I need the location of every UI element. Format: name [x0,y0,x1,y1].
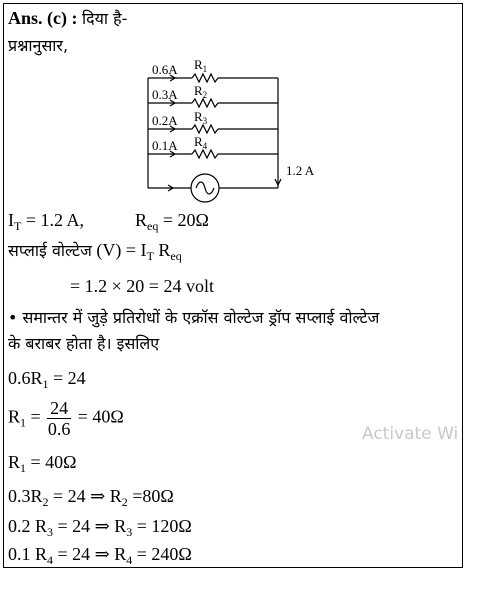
resistor-label-2: $R_2$ [194,83,208,100]
current-label-1: 0.6A [152,62,178,77]
intro-text: प्रश्नानुसार, [8,36,69,55]
current-label-3: 0.2A [152,113,178,128]
resistor-label-3: $R_3$ [194,109,208,126]
supply-voltage-label: सप्लाई वोल्टेज [8,241,92,260]
equation-2: $R_1$ = $\frac{24}{0.6}$ = 40Ω [8,398,124,439]
answer-heading [8,8,127,29]
equation-5: 0.2 $R_3 = 24$ ⇒ $R_3 = 120\Omega$ [8,516,192,539]
given-values: $I_T = 1.2$ A, $R_{eq} = 20\Omega$ [8,210,209,233]
answer-label: Ans. (c) : [8,8,78,28]
total-current-label: 1.2 A [286,163,315,178]
explanation-line-2: के बराबर होता है। इसलिए [8,334,160,353]
current-label-2: 0.3A [152,87,178,102]
supply-voltage-line: सप्लाई वोल्टेज $(V) = I_T$ $R_{eq}$ [8,240,182,263]
explanation-line-1: • समान्तर में जुड़े प्रतिरोधों के एक्रॉस वोल्टेज ड्रॉप सप्लाई वोल्टेज [8,308,380,327]
fraction: $\frac{24}{0.6}$ [47,398,71,439]
equation-1: $0.6R_1 = 24$ [8,368,86,391]
resistor-label-4: $R_4$ [194,134,208,151]
activate-windows-watermark: Activate Wi [362,424,459,444]
equation-3: $R_1 = 40\Omega$ [8,452,77,475]
resistor-label-1: $R_1$ [194,57,208,74]
given-text: दिया है- [82,9,128,28]
voltage-calculation: = 1.2 × 20 = 24 volt [70,276,214,296]
current-label-4: 0.1A [152,138,178,153]
equation-6: 0.1 $R_4 = 24$ ⇒ $R_4 = 240\Omega$ [8,544,192,567]
equation-4: $0.3R_2 = 24$ ⇒ $R_2 =80\Omega$ [8,486,174,509]
